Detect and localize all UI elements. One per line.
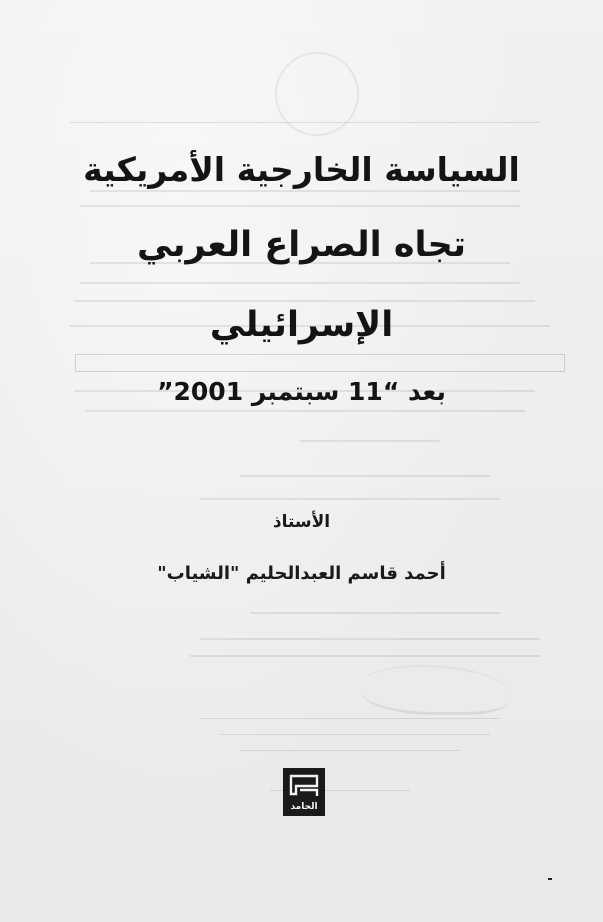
faint-emblem-icon (275, 52, 359, 136)
show-through-line (240, 475, 490, 477)
publisher-name: الحامد (290, 802, 318, 812)
book-title-line-1: السياسة الخارجية الأمريكية (83, 150, 520, 189)
author-label: الأستاذ (272, 512, 331, 532)
show-through-line (200, 638, 540, 640)
show-through-line (200, 498, 500, 500)
show-through-line (200, 718, 500, 719)
book-subtitle: بعد “11 سبتمبر 2001” (157, 377, 446, 406)
page-speck (548, 878, 552, 880)
show-through-line (220, 734, 490, 735)
show-through-line (80, 205, 520, 207)
show-through-line (240, 750, 460, 751)
faint-calligraphy-icon (360, 665, 510, 715)
show-through-line (85, 410, 525, 412)
show-through-line (250, 612, 500, 614)
show-through-box (75, 354, 565, 372)
book-title-line-2: تجاه الصراع العربي (136, 225, 467, 265)
show-through-line (80, 282, 520, 284)
book-title-line-3: الإسرائيلي (209, 305, 394, 345)
publisher-mark-icon (288, 772, 320, 798)
publisher-logo-icon (283, 768, 325, 816)
show-through-line (70, 122, 540, 123)
author-name: أحمد قاسم العبدالحليم "الشياب" (157, 563, 446, 584)
show-through-line (90, 190, 520, 192)
show-through-line (75, 300, 535, 302)
show-through-line (190, 655, 540, 657)
show-through-line (300, 440, 440, 442)
